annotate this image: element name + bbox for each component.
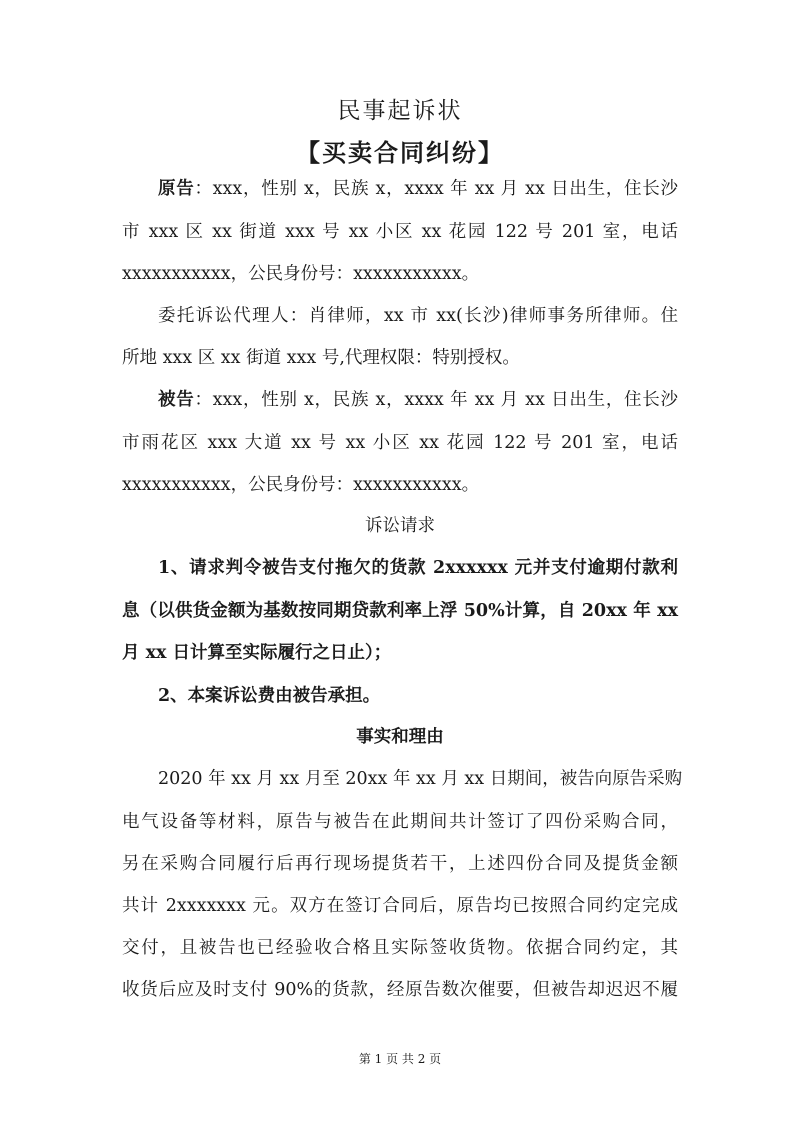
defendant-line-1: [158, 388, 678, 412]
plaintiff-line-2: 市 xxx 区 xx 街道 xxx 号 xx 小区 xx 花园 122 号 201 室，电话: [122, 222, 678, 242]
facts-line-6: 收货后应及时支付 90%的货款，经原告数次催要，但被告却迟迟不履: [122, 980, 678, 1000]
agent-line-1: 委托诉讼代理人：肖律师，xx 市 xx(长沙)律师事务所律师。住: [158, 306, 678, 326]
facts-line-4: 共计 2xxxxxxx 元。双方在签订合同后，原告均已按照合同约定完成: [122, 896, 678, 916]
facts-heading: 事实和理由: [356, 727, 444, 747]
claim-1-line-3: 月 xx 日计算至实际履行之日止）；: [122, 643, 392, 663]
facts-line-5: 交付，且被告也已经验收合格且实际签收货物。依据合同约定，其: [122, 938, 678, 958]
claim-1-line-1: 1、请求判令被告支付拖欠的货款 2xxxxxx 元并支付逾期付款利: [158, 558, 678, 578]
document-subtitle: 【买卖合同纠纷】: [296, 138, 504, 167]
agent-line-2: 所地 xxx 区 xx 街道 xxx 号,代理权限：特别授权。: [122, 348, 520, 368]
claims-heading: 诉讼请求: [365, 516, 435, 536]
plaintiff-line-3: xxxxxxxxxxx，公民身份号：xxxxxxxxxxx。: [122, 264, 480, 284]
claim-1-line-2: 息（以供货金额为基数按同期贷款利率上浮 50%计算，自 20xx 年 xx: [122, 601, 678, 621]
plaintiff-line-1: [158, 177, 678, 201]
document-title: 民事起诉状: [337, 98, 463, 124]
defendant-line-3: xxxxxxxxxxx，公民身份号：xxxxxxxxxxx。: [122, 475, 480, 495]
claim-2: 2、本案诉讼费由被告承担。: [158, 686, 381, 706]
facts-line-2: 电气设备等材料，原告与被告在此期间共计签订了四份采购合同，: [122, 812, 678, 832]
defendant-line-2: 市雨花区 xxx 大道 xx 号 xx 小区 xx 花园 122 号 201 室，电话: [122, 433, 678, 453]
plaintiff-label: 原告: [158, 179, 195, 199]
facts-line-1: 2020 年 xx 月 xx 月至 20xx 年 xx 月 xx 日期间，被告向原告采购: [158, 769, 683, 789]
defendant-text-1: ：xxx，性别 x，民族 x，xxxx 年 xx 月 xx 日出生，住长沙: [194, 390, 678, 410]
defendant-label: 被告: [158, 390, 195, 410]
page-footer: 第 1 页 共 2 页: [358, 1052, 442, 1066]
facts-line-3: 另在采购合同履行后再行现场提货若干，上述四份合同及提货金额: [122, 854, 678, 874]
plaintiff-text-1: ：xxx，性别 x，民族 x，xxxx 年 xx 月 xx 日出生，住长沙: [194, 179, 678, 199]
